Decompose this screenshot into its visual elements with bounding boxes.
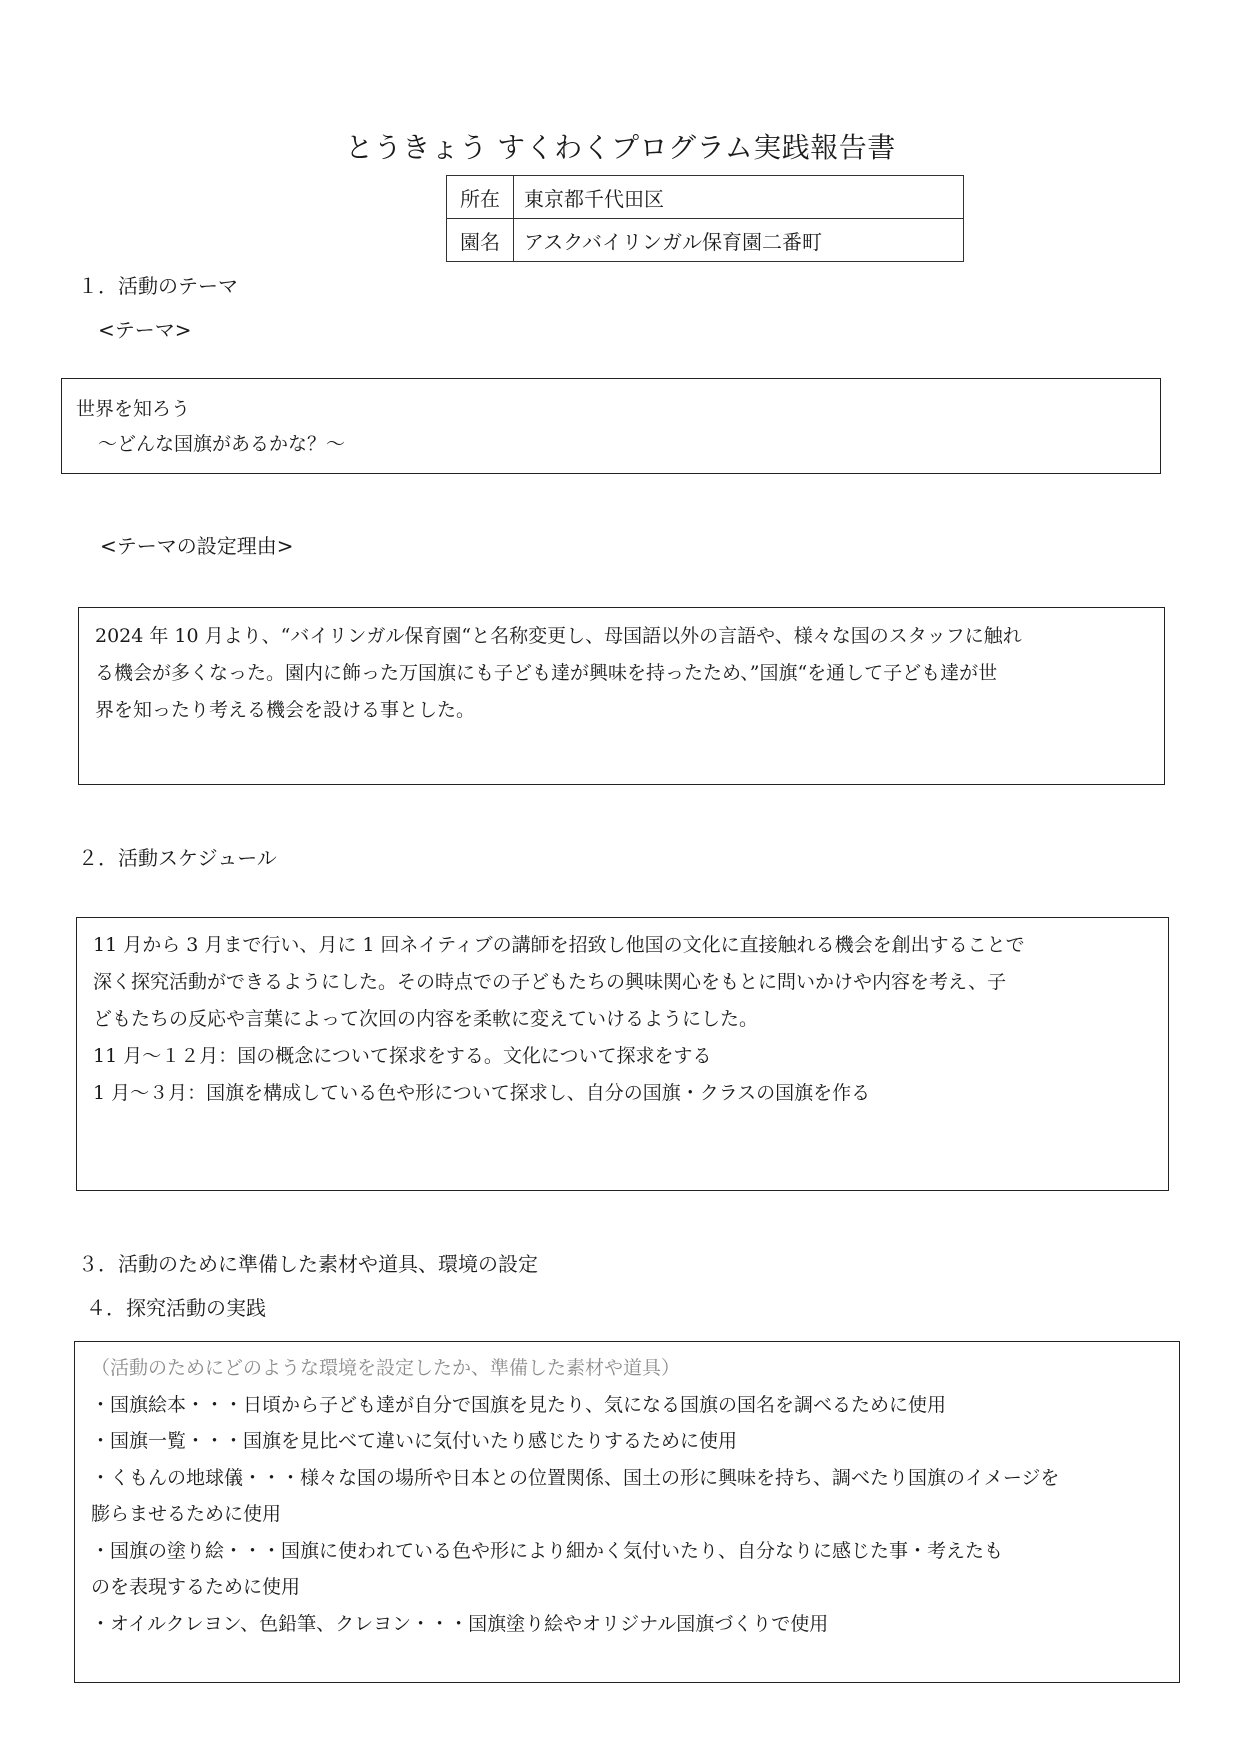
schedule-line: どもたちの反応や言葉によって次回の内容を柔軟に変えていけるようにした。 (93, 1008, 759, 1030)
theme-box (61, 378, 1161, 474)
schedule-line: 1 月～３月：国旗を構成している色や形について探求し、自分の国旗・クラスの国旗を作る (93, 1082, 871, 1104)
theme-label: <テーマ> (98, 318, 192, 342)
info-row-nursery-name (447, 219, 964, 262)
info-value-nursery-name: アスクバイリンガル保育園二番町 (514, 219, 964, 262)
practice-line: ・国旗一覧・・・国旗を見比べて違いに気付いたり感じたりするために使用 (91, 1430, 738, 1452)
practice-line: ・くもんの地球儀・・・様々な国の場所や日本との位置関係、国土の形に興味を持ち、調べたり国旗のイメージを (91, 1466, 1060, 1489)
schedule-line: 深く探究活動ができるようにした。その時点での子どもたちの興味関心をもとに問いかけや内容を考え、子 (93, 971, 1007, 993)
practice-line: ・国旗の塗り絵・・・国旗に使われている色や形により細かく気付いたり、自分なりに感じた事・考えたも (91, 1539, 1004, 1562)
schedule-line: 11 月～１２月：国の概念について探求をする。文化について探求をする (93, 1045, 712, 1067)
document-title: とうきょう すくわくプログラム実践報告書 (345, 131, 896, 164)
reason-line: 2024 年 10 月より、“バイリンガル保育園“と名称変更し、母国語以外の言語や、様々な国のスタッフに触れ (95, 625, 1022, 647)
section2-heading: ２．活動スケジュール (78, 846, 277, 870)
info-row-location (447, 176, 964, 219)
info-value-location: 東京都千代田区 (514, 176, 964, 219)
info-label-nursery-name: 園名 (447, 219, 514, 262)
section1-heading: １．活動のテーマ (78, 274, 238, 298)
theme-line: ～どんな国旗があるかな？～ (98, 433, 346, 455)
practice-line: ・オイルクレヨン、色鉛筆、クレヨン・・・国旗塗り絵やオリジナル国旗づくりで使用 (91, 1612, 829, 1635)
reason-box (78, 607, 1165, 785)
schedule-box (76, 917, 1169, 1191)
reason-line: 界を知ったり考える機会を設ける事とした。 (95, 699, 476, 721)
practice-line: 膨らませるために使用 (91, 1503, 282, 1525)
reason-label: <テーマの設定理由> (100, 534, 294, 558)
section4-heading: ４．探究活動の実践 (86, 1296, 266, 1320)
schedule-line: 11 月から 3 月まで行い、月に 1 回ネイティブの講師を招致し他国の文化に直接触れる機会を創出することで (93, 934, 1025, 956)
info-label-location: 所在 (447, 176, 514, 219)
practice-hint: （活動のためにどのような環境を設定したか、準備した素材や道具） (91, 1357, 681, 1379)
practice-line: のを表現するために使用 (91, 1576, 301, 1598)
theme-line: 世界を知ろう (76, 398, 191, 420)
practice-line: ・国旗絵本・・・日頃から子ども達が自分で国旗を見たり、気になる国旗の国名を調べるために使用 (91, 1393, 947, 1416)
reason-line: る機会が多くなった。園内に飾った万国旗にも子ども達が興味を持ったため、”国旗“を通して子ども達が世 (95, 662, 998, 684)
section3-heading: ３．活動のために準備した素材や道具、環境の設定 (78, 1252, 538, 1276)
info-table (446, 175, 964, 262)
practice-box (74, 1341, 1180, 1683)
